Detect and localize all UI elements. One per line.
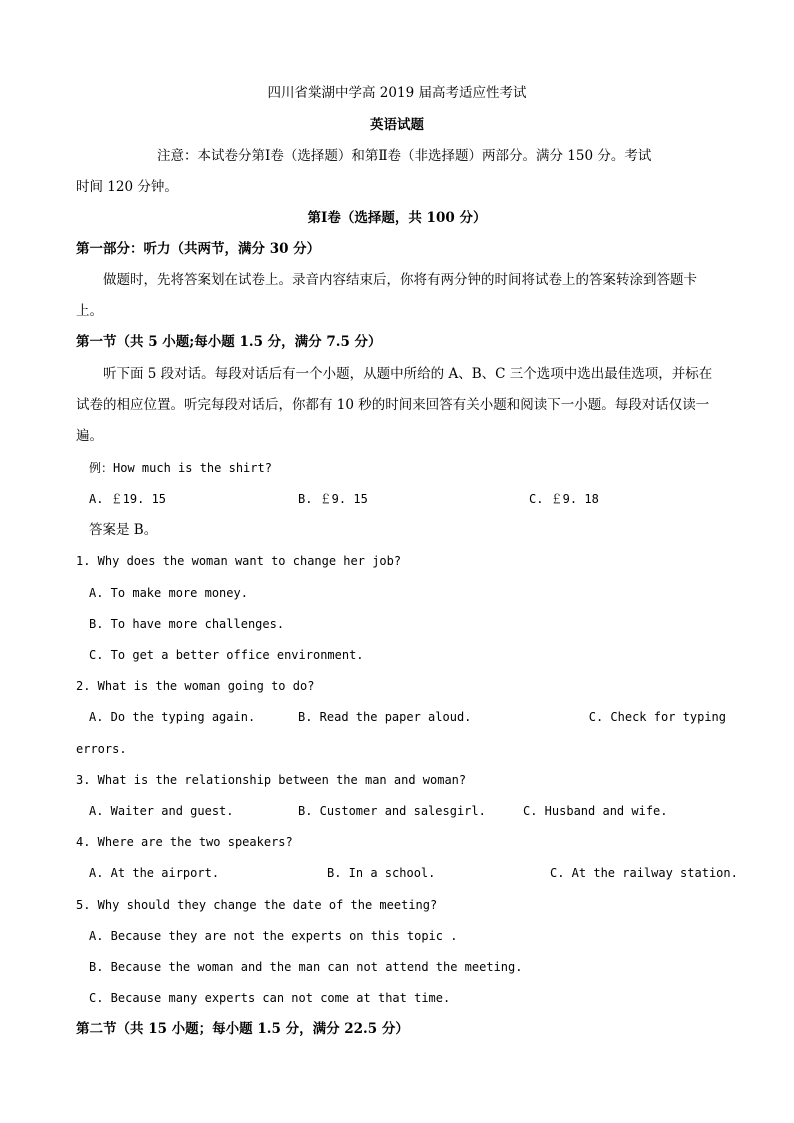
question-2-option-b: B. Read the paper aloud. (298, 710, 472, 724)
section1-instruction-line-2: 试卷的相应位置。听完每段对话后，你都有 10 秒的时间来回答有关小题和阅读下一小题。每段对话仅读一 (76, 397, 710, 413)
question-3-option-b: B. Customer and salesgirl. (298, 804, 486, 818)
question-2-option-a: A. Do the typing again. (89, 710, 256, 724)
part1-instruction-line-1: 做题时，先将答案划在试卷上。录音内容结束后，你将有两分钟的时间将试卷上的答案转涂到答题卡 (103, 272, 697, 288)
question-4-option-b: B. In a school. (327, 866, 436, 880)
example-answer: 答案是 B。 (89, 522, 158, 538)
question-2-option-c-continued: errors. (76, 742, 127, 756)
question-3-option-c: C. Husband and wife. (523, 804, 668, 818)
question-1-option-b: B. To have more challenges. (89, 617, 285, 631)
question-5-option-a: A. Because they are not the experts on this topic . (89, 929, 458, 943)
example-option-b: B. ￡9. 15 (298, 492, 368, 506)
exam-title: 四川省棠湖中学高 2019 届高考适应性考试 (267, 85, 527, 101)
question-3-stem: 3. What is the relationship between the man and woman? (76, 773, 467, 787)
question-4-option-a: A. At the airport. (89, 866, 220, 880)
question-4-stem: 4. Where are the two speakers? (76, 835, 293, 849)
question-4-option-c: C. At the railway station. (550, 866, 738, 880)
question-5-option-c: C. Because many experts can not come at that time. (89, 991, 451, 1005)
part1-title: 第一部分：听力（共两节，满分 30 分） (76, 241, 321, 257)
section1-instruction-line-3: 遍。 (76, 428, 103, 444)
section1-instruction-line-1: 听下面 5 段对话。每段对话后有一个小题，从题中所给的 A、B、C 三个选项中选出最佳选项，并标在 (103, 366, 713, 382)
notice-line-1: 注意：本试卷分第Ⅰ卷（选择题）和第Ⅱ卷（非选择题）两部分。满分 150 分。考试 (157, 148, 652, 164)
question-1-option-c: C. To get a better office environment. (89, 648, 364, 662)
question-2-option-c: C. Check for typing (588, 710, 726, 724)
question-5-stem: 5. Why should they change the date of the meeting? (76, 898, 438, 912)
subject-title: 英语试题 (370, 117, 424, 133)
question-1-option-a: A. To make more money. (89, 586, 248, 600)
example-option-c: C. ￡9. 18 (529, 492, 599, 506)
question-5-option-b: B. Because the woman and the man can not attend the meeting. (89, 960, 523, 974)
question-2-stem: 2. What is the woman going to do? (76, 679, 315, 693)
question-1-stem: 1. Why does the woman want to change her job? (76, 554, 402, 568)
example-question: 例：How much is the shirt? (89, 461, 272, 475)
example-option-a: A. ￡19. 15 (89, 492, 167, 506)
section1-title: 第一节（共 5 小题;每小题 1.5 分，满分 7.5 分） (76, 334, 382, 350)
part1-instruction-line-2: 上。 (76, 303, 103, 319)
question-3-option-a: A. Waiter and guest. (89, 804, 234, 818)
volume1-title: 第Ⅰ卷（选择题，共 100 分） (307, 210, 487, 226)
section2-title: 第二节（共 15 小题；每小题 1.5 分，满分 22.5 分） (76, 1021, 409, 1037)
notice-line-2: 时间 120 分钟。 (76, 179, 178, 195)
